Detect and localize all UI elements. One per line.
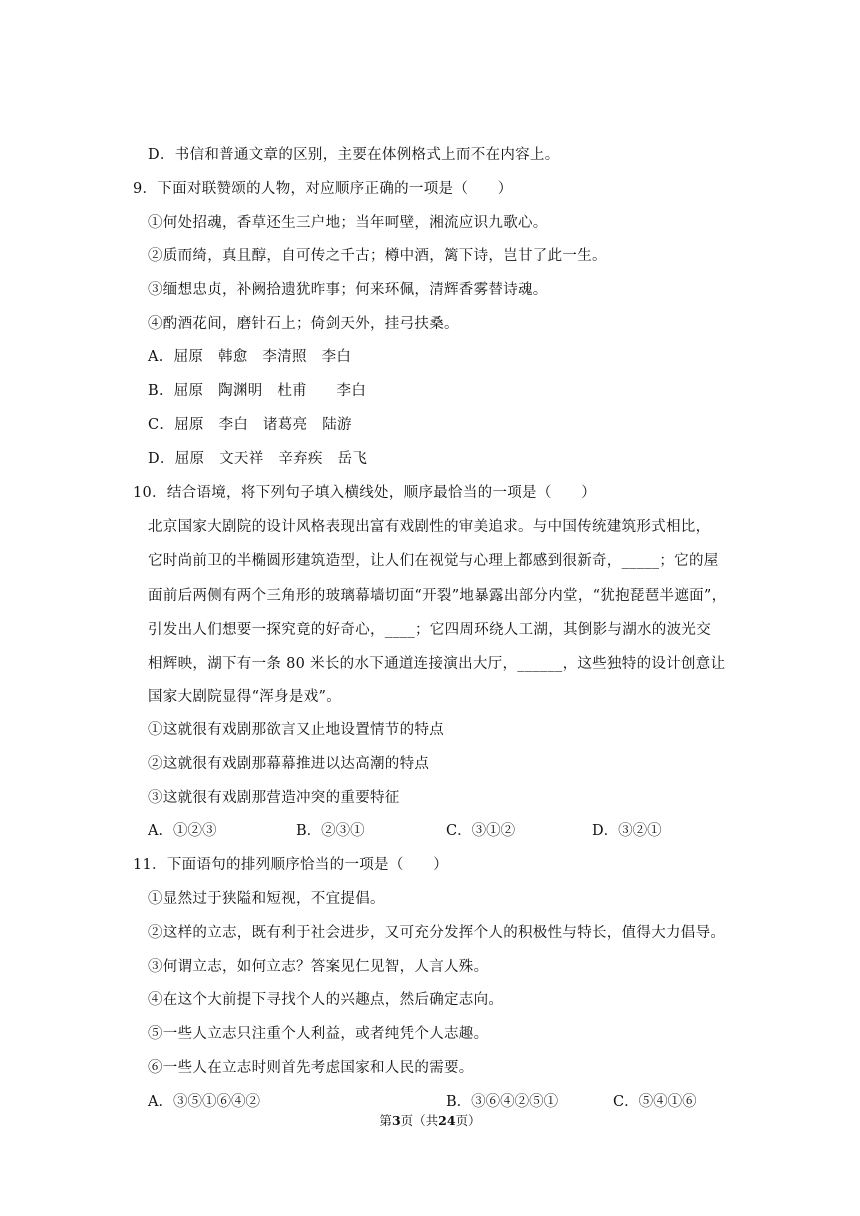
q11-item-3: ③何谓立志，如何立志？答案见仁见智，人言人殊。 — [148, 959, 489, 975]
q10-option-b: B．②③① — [296, 823, 365, 839]
q9-option-d: D．屈原 文天祥 辛弃疾 岳飞 — [148, 451, 368, 467]
footer-total-pages: 24 — [438, 1113, 456, 1128]
q11-item-2: ②这样的立志，既有利于社会进步，又可充分发挥个人的积极性与特长，值得大力倡导。 — [148, 925, 726, 941]
q9-option-a: A．屈原 韩愈 李清照 李白 — [148, 349, 352, 365]
q8-option-d: D．书信和普通文章的区别，主要在体例格式上而不在内容上。 — [148, 147, 560, 163]
q10-option-a: A．①②③ — [148, 823, 217, 839]
q11-stem: 11．下面语句的排列顺序恰当的一项是（ ） — [133, 857, 449, 873]
q11-option-a: A．③⑤①⑥④② — [148, 1094, 260, 1110]
footer-page-number: 3 — [391, 1113, 401, 1128]
q9-item-4: ④酌酒花间，磨针石上；倚剑天外，挂弓扶桑。 — [148, 316, 459, 332]
q9-item-2: ②质而绮，真且醇，自可传之千古；樽中酒，篱下诗，岂甘了此一生。 — [148, 248, 607, 264]
q9-item-3: ③缅想忠贞，补阙拾遗犹昨事；何来环佩，清辉香雾替诗魂。 — [148, 282, 548, 298]
q11-option-b: B．③⑥④②⑤① — [446, 1094, 559, 1110]
q10-option-c: C．③①② — [446, 823, 516, 839]
q11-item-4: ④在这个大前提下寻找个人的兴趣点，然后确定志向。 — [148, 992, 504, 1008]
q10-stem: 10．结合语境，将下列句子填入横线处，顺序最恰当的一项是（ ） — [133, 485, 597, 501]
q10-item-2: ②这就很有戏剧那幕幕推进以达高潮的特点 — [148, 756, 430, 772]
q10-passage-line: 国家大剧院显得“浑身是戏”。 — [148, 689, 342, 705]
q10-passage-line: 面前后两侧有两个三角形的玻璃幕墙切面“开裂”地暴露出部分内堂，“犹抱琵琶半遮面”， — [148, 588, 727, 604]
q11-item-5: ⑤一些人立志只注重个人利益，或者纯凭个人志趣。 — [148, 1026, 489, 1042]
footer-suffix: 页） — [455, 1113, 481, 1128]
q10-option-d: D．③②① — [592, 823, 662, 839]
footer-mid: 页（共 — [400, 1113, 439, 1128]
q10-item-1: ①这就很有戏剧那欲言又止地设置情节的特点 — [148, 722, 444, 738]
q11-item-6: ⑥一些人在立志时则首先考虑国家和人民的需要。 — [148, 1060, 474, 1076]
q9-item-1: ①何处招魂，香草还生三户地；当年呵壁，湘流应识九歌心。 — [148, 215, 548, 231]
q9-option-b: B．屈原 陶渊明 杜甫 李白 — [148, 383, 367, 399]
q10-item-3: ③这就很有戏剧那营造冲突的重要特征 — [148, 790, 400, 806]
footer-prefix: 第 — [379, 1113, 392, 1128]
q11-option-c: C．⑤④①⑥ — [613, 1094, 697, 1110]
q10-passage-line: 北京国家大剧院的设计风格表现出富有戏剧性的审美追求。与中国传统建筑形式相比， — [148, 519, 711, 535]
q11-item-1: ①显然过于狭隘和短视，不宜提倡。 — [148, 891, 385, 907]
q10-passage-line: 引发出人们想要一探究竟的好奇心，____；它四周环绕人工湖，其倒影与湖水的波光交 — [148, 622, 711, 638]
page-footer — [0, 1113, 860, 1129]
q10-passage-line: 它时尚前卫的半椭圆形建筑造型，让人们在视觉与心理上都感到很新奇，_____；它的屋 — [148, 553, 719, 569]
q9-option-c: C．屈原 李白 诸葛亮 陆游 — [148, 417, 352, 433]
q9-stem: 9．下面对联赞颂的人物，对应顺序正确的一项是（ ） — [133, 181, 513, 197]
q10-passage-line: 相辉映，湖下有一条 80 米长的水下通道连接演出大厅，______，这些独特的设计创意让 — [148, 656, 726, 672]
